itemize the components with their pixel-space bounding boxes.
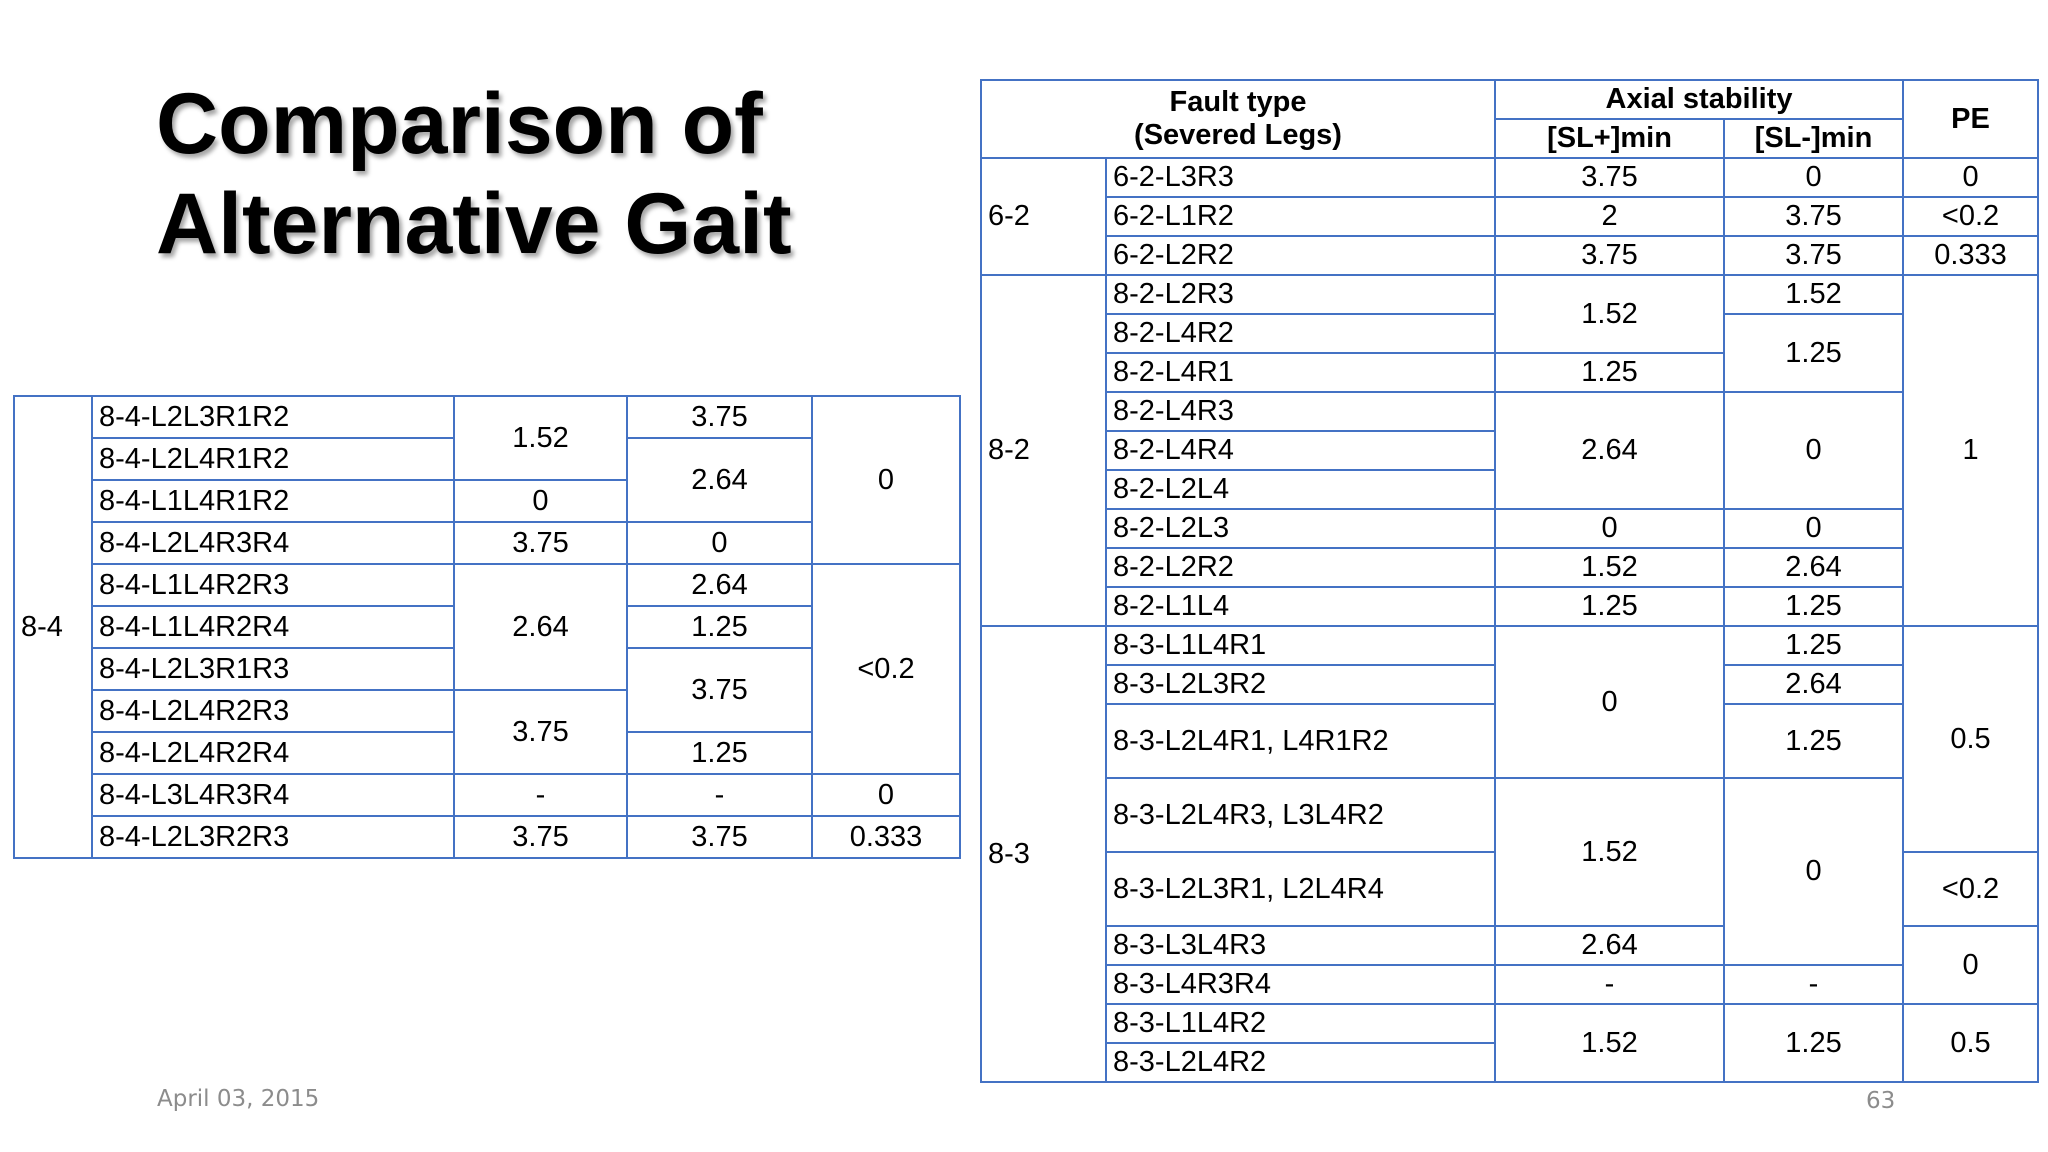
fault-cell: 8-3-L1L4R2 (1106, 1004, 1495, 1043)
sl-minus-cell: 3.75 (627, 816, 812, 858)
fault-cell: 8-3-L2L3R1, L2L4R4 (1106, 852, 1495, 926)
fault-cell: 8-3-L2L4R2 (1106, 1043, 1495, 1082)
pe-cell: <0.2 (1903, 852, 2038, 926)
sl-plus-cell: 3.75 (1495, 236, 1724, 275)
fault-cell: 8-2-L4R2 (1106, 314, 1495, 353)
table-row (981, 392, 2038, 431)
slide-title (156, 74, 792, 274)
sl-minus-cell: 1.25 (1724, 314, 1903, 392)
sl-plus-cell: 3.75 (454, 816, 627, 858)
sl-plus-cell: - (454, 774, 627, 816)
sl-minus-cell: 0 (1724, 392, 1903, 509)
footer-date: April 03, 2015 (157, 1086, 320, 1112)
sl-plus-cell: 2 (1495, 197, 1724, 236)
page-number: 63 (1866, 1088, 1896, 1114)
sl-plus-header: [SL+]min (1495, 119, 1724, 158)
pe-cell: 1 (1903, 275, 2038, 626)
sl-plus-cell: 2.64 (1495, 392, 1724, 509)
axial-stability-header: Axial stability (1495, 80, 1903, 119)
fault-cell: 6-2-L3R3 (1106, 158, 1495, 197)
sl-minus-cell: 1.25 (1724, 587, 1903, 626)
pe-cell: 0.5 (1903, 626, 2038, 852)
sl-minus-cell: 0 (1724, 778, 1903, 965)
table-row (981, 158, 2038, 197)
fault-cell: 8-4-L2L3R2R3 (92, 816, 454, 858)
sl-minus-cell: 3.75 (1724, 197, 1903, 236)
sl-minus-cell: 1.25 (627, 606, 812, 648)
fault-cell: 8-2-L4R3 (1106, 392, 1495, 431)
pe-cell: <0.2 (812, 564, 960, 774)
sl-minus-cell: 2.64 (1724, 548, 1903, 587)
table-row (981, 587, 2038, 626)
sl-plus-cell: 0 (454, 480, 627, 522)
fault-cell: 6-2-L1R2 (1106, 197, 1495, 236)
table-row (981, 275, 2038, 314)
table-row (981, 197, 2038, 236)
fault-cell: 8-2-L2L4 (1106, 470, 1495, 509)
table-row (14, 564, 960, 606)
fault-cell: 8-2-L2R3 (1106, 275, 1495, 314)
table-row (981, 778, 2038, 852)
sl-plus-cell: 1.52 (454, 396, 627, 480)
table-row (981, 509, 2038, 548)
fault-cell: 8-4-L1L4R2R4 (92, 606, 454, 648)
sl-minus-cell: 0 (627, 522, 812, 564)
sl-minus-cell: 1.25 (627, 732, 812, 774)
fault-cell: 8-2-L4R4 (1106, 431, 1495, 470)
sl-plus-cell: 3.75 (454, 690, 627, 774)
table-row (981, 548, 2038, 587)
fault-cell: 8-2-L1L4 (1106, 587, 1495, 626)
sl-minus-cell: 2.64 (1724, 665, 1903, 704)
sl-plus-cell: 1.25 (1495, 353, 1724, 392)
sl-minus-cell: 1.52 (1724, 275, 1903, 314)
slide-title-line-1: Comparison of (156, 76, 763, 172)
sl-plus-cell: 0 (1495, 626, 1724, 778)
fault-cell: 8-4-L2L4R2R3 (92, 690, 454, 732)
fault-cell: 8-4-L2L4R1R2 (92, 438, 454, 480)
sl-plus-cell: 2.64 (454, 564, 627, 690)
sl-minus-cell: 0 (1724, 509, 1903, 548)
sl-plus-cell: 2.64 (1495, 926, 1724, 965)
pe-cell: 0 (1903, 926, 2038, 1004)
pe-cell: 0 (1903, 158, 2038, 197)
table-row (981, 965, 2038, 1004)
sl-minus-cell: 3.75 (627, 396, 812, 438)
table-row (981, 626, 2038, 665)
fault-cell: 8-4-L1L4R1R2 (92, 480, 454, 522)
sl-plus-cell: - (1495, 965, 1724, 1004)
sl-minus-cell: 1.25 (1724, 626, 1903, 665)
fault-cell: 8-4-L2L4R3R4 (92, 522, 454, 564)
fault-cell: 6-2-L2R2 (1106, 236, 1495, 275)
sl-minus-cell: 0 (1724, 158, 1903, 197)
pe-cell: 0.333 (812, 816, 960, 858)
header-row (981, 80, 2038, 119)
fault-cell: 8-3-L1L4R1 (1106, 626, 1495, 665)
fault-cell: 8-2-L2L3 (1106, 509, 1495, 548)
fault-cell: 8-3-L3L4R3 (1106, 926, 1495, 965)
sl-plus-cell: 1.52 (1495, 548, 1724, 587)
sl-plus-cell: 1.52 (1495, 778, 1724, 926)
fault-cell: 8-4-L2L3R1R3 (92, 648, 454, 690)
fault-type-header (981, 80, 1495, 158)
pe-cell: 0.5 (1903, 1004, 2038, 1082)
right-fault-table (980, 79, 2039, 1083)
table-row (981, 1004, 2038, 1043)
fault-cell: 8-2-L4R1 (1106, 353, 1495, 392)
sl-minus-cell: 2.64 (627, 438, 812, 522)
fault-cell: 8-4-L2L3R1R2 (92, 396, 454, 438)
left-fault-table (13, 395, 961, 859)
pe-cell: <0.2 (1903, 197, 2038, 236)
fault-cell: 8-4-L2L4R2R4 (92, 732, 454, 774)
sl-minus-cell: 1.25 (1724, 704, 1903, 778)
sl-plus-cell: 1.52 (1495, 275, 1724, 353)
fault-cell: 8-3-L2L3R2 (1106, 665, 1495, 704)
group-cell-6-2: 6-2 (981, 158, 1106, 275)
group-cell-8-3: 8-3 (981, 626, 1106, 1082)
sl-plus-cell: 1.52 (1495, 1004, 1724, 1082)
table-row (14, 396, 960, 438)
fault-cell: 8-4-L1L4R2R3 (92, 564, 454, 606)
group-cell-8-4: 8-4 (14, 396, 92, 858)
sl-plus-cell: 0 (1495, 509, 1724, 548)
fault-cell: 8-3-L4R3R4 (1106, 965, 1495, 1004)
sl-minus-cell: 2.64 (627, 564, 812, 606)
fault-cell: 8-2-L2R2 (1106, 548, 1495, 587)
fault-cell: 8-3-L2L4R1, L4R1R2 (1106, 704, 1495, 778)
group-cell-8-2: 8-2 (981, 275, 1106, 626)
sl-minus-cell: 1.25 (1724, 1004, 1903, 1082)
sl-minus-cell: 3.75 (1724, 236, 1903, 275)
sl-minus-cell: 3.75 (627, 648, 812, 732)
sl-minus-header: [SL-]min (1724, 119, 1903, 158)
sl-minus-cell: - (1724, 965, 1903, 1004)
fault-type-header-line-2: (Severed Legs) (1134, 119, 1342, 151)
pe-header: PE (1903, 80, 2038, 158)
sl-plus-cell: 3.75 (1495, 158, 1724, 197)
table-row (981, 236, 2038, 275)
fault-cell: 8-3-L2L4R3, L3L4R2 (1106, 778, 1495, 852)
sl-plus-cell: 3.75 (454, 522, 627, 564)
fault-cell: 8-4-L3L4R3R4 (92, 774, 454, 816)
pe-cell: 0 (812, 774, 960, 816)
table-row (14, 816, 960, 858)
slide-title-line-2: Alternative Gait (156, 176, 792, 272)
pe-cell: 0 (812, 396, 960, 564)
pe-cell: 0.333 (1903, 236, 2038, 275)
sl-plus-cell: 1.25 (1495, 587, 1724, 626)
table-row (14, 774, 960, 816)
sl-minus-cell: - (627, 774, 812, 816)
fault-type-header-line-1: Fault type (1169, 86, 1307, 118)
